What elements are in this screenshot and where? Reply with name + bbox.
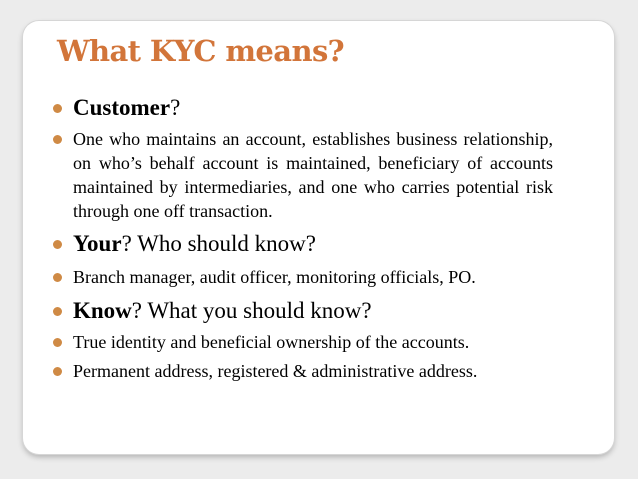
term-know-suffix: ? What you should know? [131, 298, 372, 323]
bullet-item-your [53, 230, 553, 258]
bullet-icon [53, 135, 62, 144]
bullet-item-know [53, 297, 553, 325]
term-know: Know [73, 298, 132, 323]
slide-title: What KYC means? [57, 34, 345, 68]
bullet-icon [53, 367, 62, 376]
bullet-item-customer-definition [53, 127, 553, 223]
term-customer: Customer [73, 95, 171, 120]
bullet-icon [53, 338, 62, 347]
address-text: Permanent address, registered & administrative address. [73, 361, 478, 381]
bullet-item-who-should-know [53, 265, 553, 289]
bullet-icon [53, 273, 62, 282]
bullet-icon [53, 240, 62, 249]
term-your: Your [73, 231, 122, 256]
true-identity-text: True identity and beneficial ownership of the accounts. [73, 332, 470, 352]
who-should-know-text: Branch manager, audit officer, monitoring officials, PO. [73, 267, 476, 287]
bullet-icon [53, 307, 62, 316]
bullet-item-true-identity [53, 330, 553, 354]
bullet-list [53, 94, 553, 383]
term-customer-suffix: ? [170, 95, 181, 120]
bullet-icon [53, 104, 62, 113]
customer-definition-text: One who maintains an account, establishes business relationship, on who’s behalf account is maintained, beneficiary of accounts maintained by intermediaries, and one who carries potential risk through one off transaction. [73, 129, 553, 221]
bullet-item-address [53, 359, 553, 383]
term-your-suffix: ? Who should know? [121, 231, 316, 256]
bullet-item-customer [53, 94, 553, 122]
